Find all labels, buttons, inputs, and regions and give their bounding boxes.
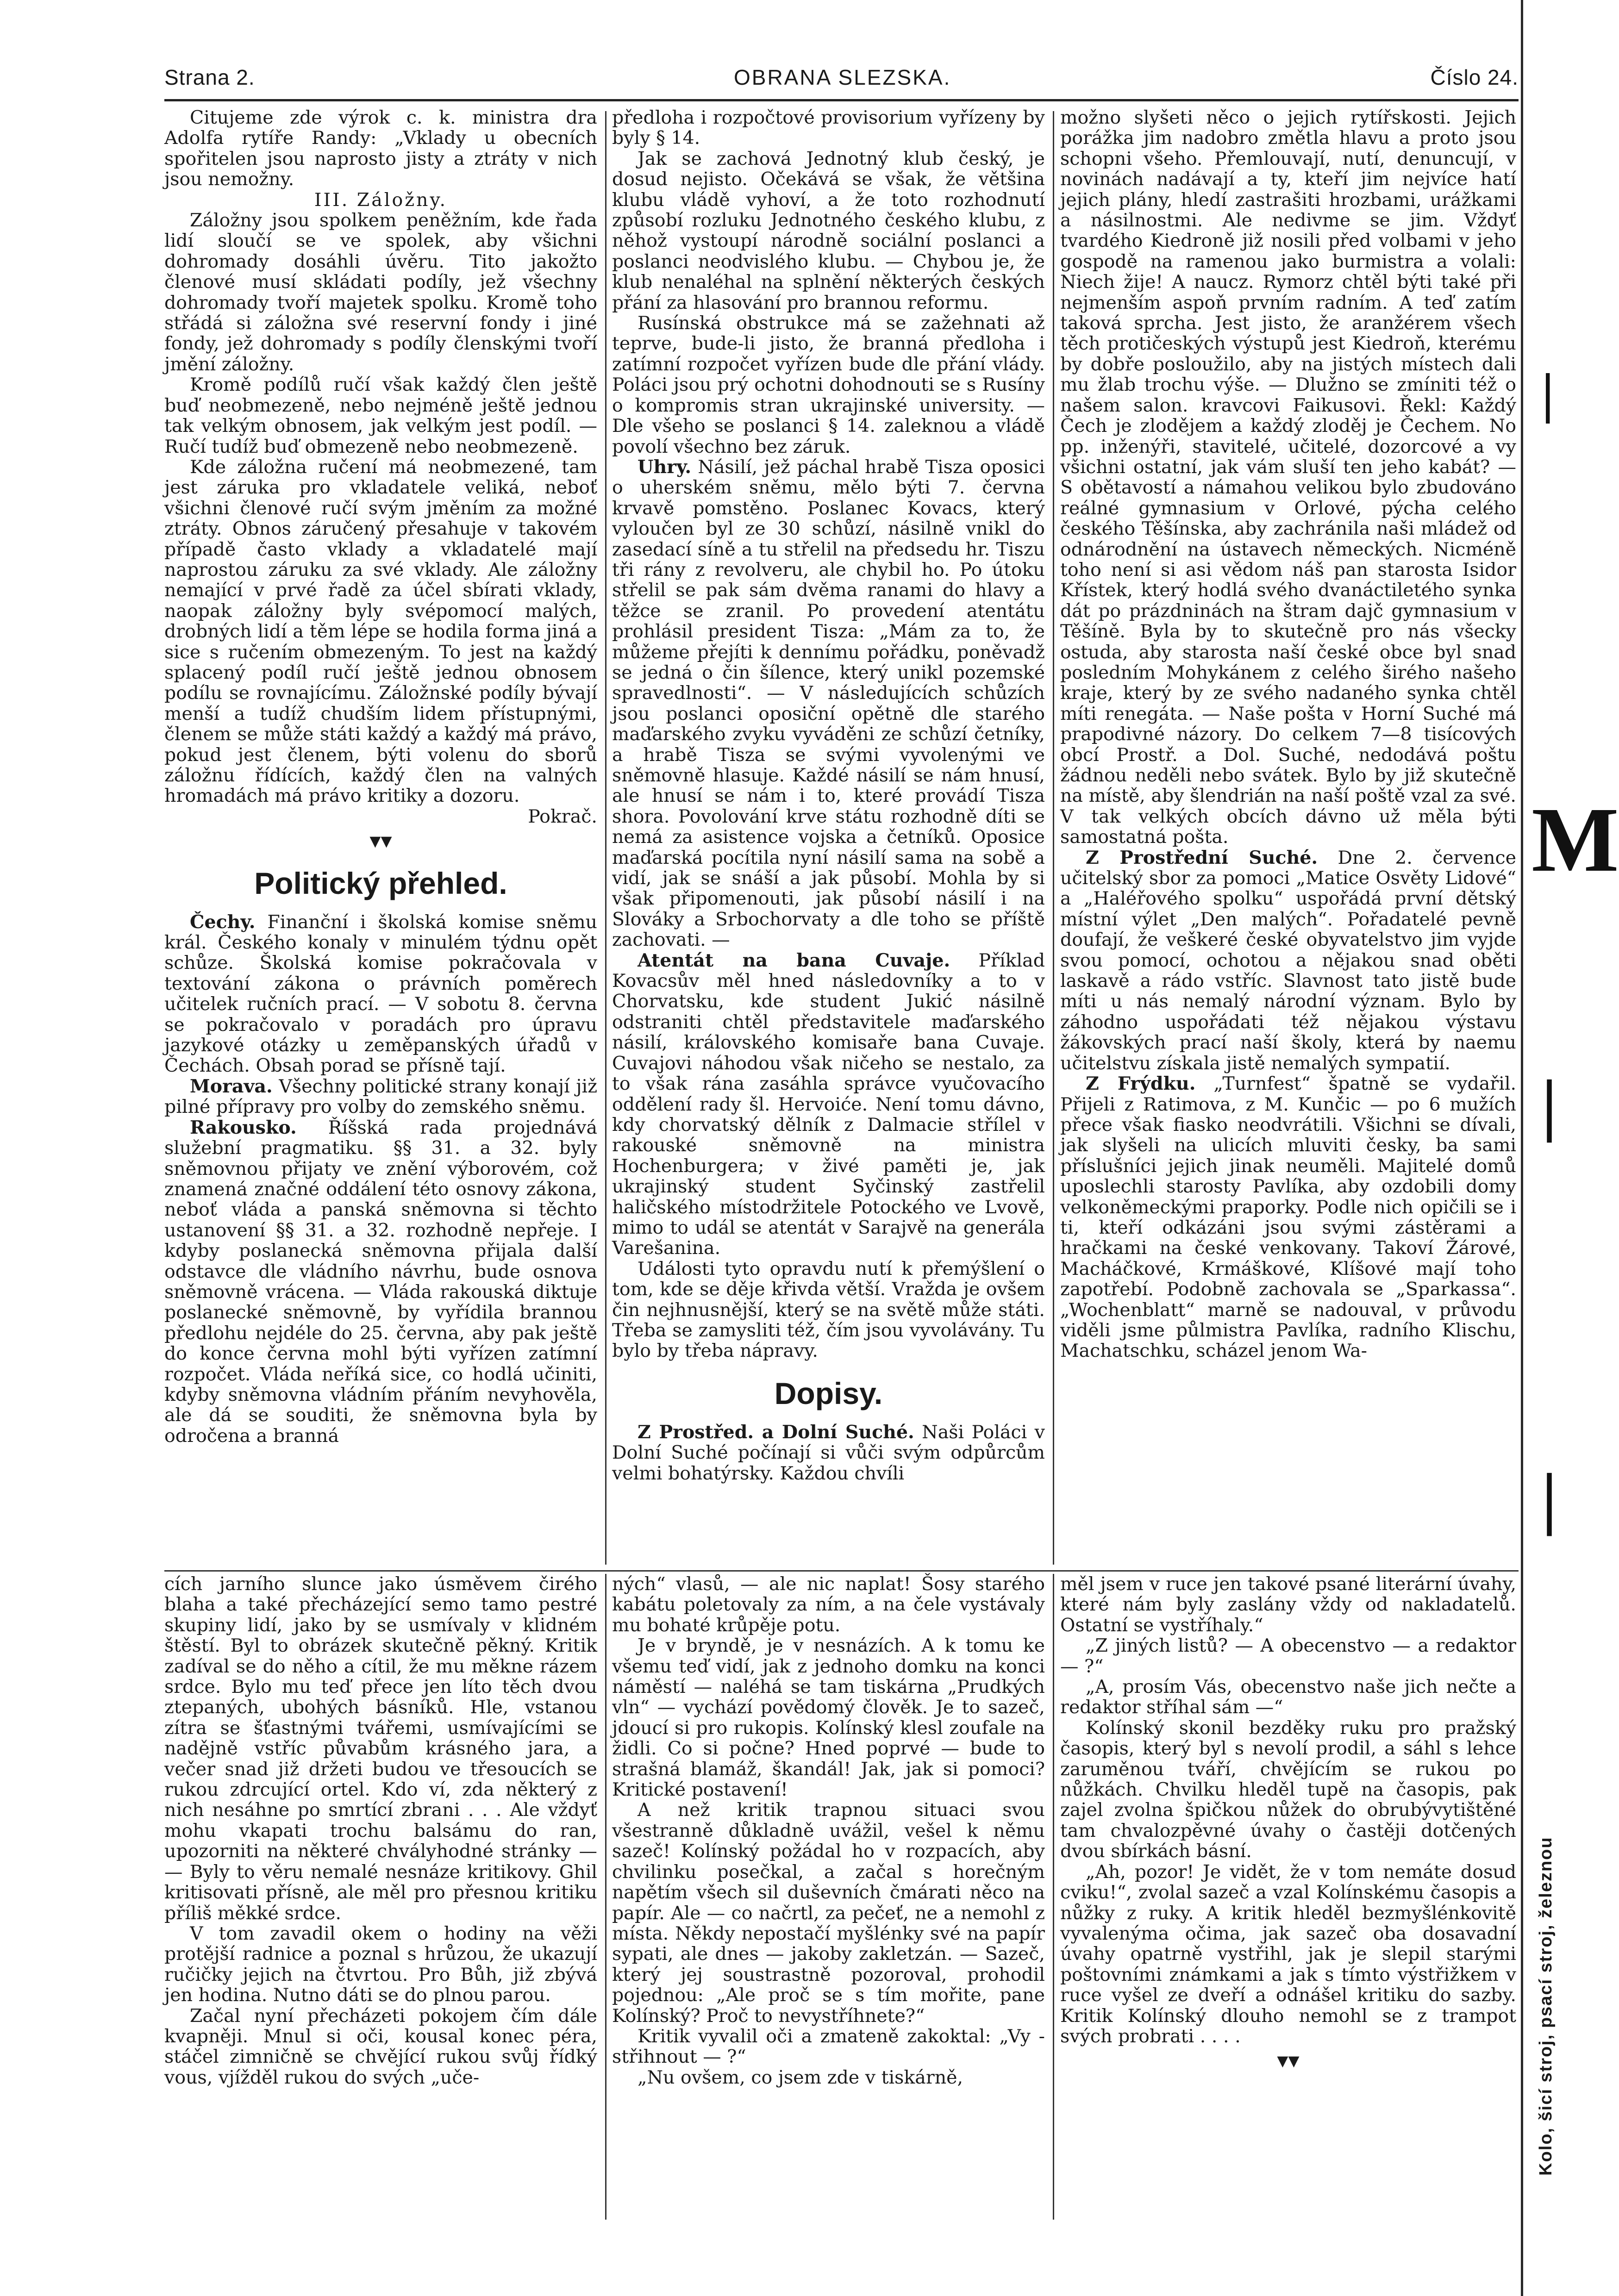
ornament: ▾▾	[369, 828, 392, 854]
column-3	[1060, 107, 1516, 1568]
article-label: Z Prostřed. a Dolní Suché.	[638, 1421, 914, 1443]
paragraph: Kolínský skonil bezděky ruku pro pražský časopis, který byl s nevolí prodil, a sáhl s lehce zaruměnou tváří, chvějícím se rukou po nůžkách. Chvilku hleděl tupě na časopis, pak zajel zvolna špičkou nůžek do obrubývytištěné tam chvalozpěvné úvahy o častěji dotčených dvou sbírkách básní.	[1060, 1717, 1516, 1862]
sidebar-fragment: |	[1542, 1066, 1557, 1143]
sidebar-fragment: |	[1542, 362, 1554, 424]
paragraph: cích jarního slunce jako úsměvem čirého blaha a také přecházející semo tamo pestré skupiny lidí, jako by se usmívaly v klidném štěstí. Byl to obrázek skutečně pěkný. Kritik zadíval se do něho a cítil, že mu měkne rázem srdce. Bylo mu teď přece jen líto těch dvou ztepaných, ubohých básníků. Hle, vstanou zítra se šťastnými tvářemi, usmívajícími se nadějně vstříc půvabům krásného jara, a večer snad již držeti budou ve třesoucích se rukou zdrcující ortel. Kdo ví, zda některý z nich nesáhne po smrtící zbrani . . . Ale vždyť mohu vkapati trochu balsámu do ran, upozorniti na některé chvályhodné stránky — — Byly to věru nemalé nesnáze kritikovy. Ghil kritisovati přísně, ale měl pro přesnou kritiku příliš měkké srdce.	[164, 1573, 597, 1924]
region-label: Čechy.	[190, 911, 256, 933]
article-label: Z Frýdku.	[1086, 1073, 1196, 1095]
paragraph: „Z jiných listů? — A obecenstvo — a redaktor — ?“	[1060, 1635, 1516, 1677]
header-rule	[164, 99, 1519, 101]
section-title-letters: Dopisy.	[774, 1376, 883, 1410]
sidebar-big-letter: M	[1531, 789, 1619, 891]
paragraph: Čechy. Finanční i školská komise sněmu král. Českého konaly v minulém týdnu opět schůze. Školská komise pokračovala v textování zákona o právních poměrech učitelek ručních prací. — V sobotu 8. června se pokračovalo v poradách pro úpravu jazykové otázky u zeměpanských úřadů v Čechách. Obsah porad se přísně tají.	[164, 911, 597, 1077]
paragraph: Záložny jsou spolkem peněžním, kde řada lidí sloučí se ve spolek, aby všichni dohromady dosáhli úvěru. Tito jakožto členové musí skládati podíly, jež všechny dohromady tvoří majetek spolku. Kromě toho střádá si záložna své reservní fondy i jiné fondy, jež dohromady s podíly členskými tvoří jmění záložny.	[164, 210, 597, 375]
paragraph: Morava. Všechny politické strany konají již pilné přípravy pro volby do zemského sněmu.	[164, 1075, 598, 1118]
subheading: III. Záložny.	[314, 189, 448, 211]
paragraph: V tom zavadil okem o hodiny na věži protější radnice a poznal s hrůzou, že ukazují ručičky jejich na čtvrtou. Pro Bůh, již zbývá jen hodina. Nutno dáti se do plnou parou.	[164, 1922, 597, 2006]
region-label: Uhry.	[638, 456, 692, 478]
sidebar-vertical-text: Kolo, šicí stroj, psací stroj, železnou	[1536, 1836, 1556, 2176]
continued-note: Pokrač.	[528, 805, 597, 827]
section-title-politics: Politický přehled.	[254, 866, 507, 900]
region-label: Rakousko.	[190, 1117, 297, 1138]
paragraph: „Ah, pozor! Je vidět, že v tom nemáte dosud cviku!“, zvolal sazeč a vzal Kolínskému časopis a nůžky z ruky. A kritik hleděl bezmyšlénkovitě vyvalenýma očima, jak sazeč oba dosavadní úvahy opatrně vystřihl, jak je slepil starými poštovními známkami a jak s tímto výstřižkem v ruce vyšel ze dveří a odnášel kritiku do sazby. Kritik Kolínský dlouho nemohl se z trampot svých probrati . . . .	[1060, 1861, 1516, 2047]
paragraph: Je v bryndě, je v nesnázích. A k tomu ke všemu teď vidí, jak z jednoho domku na konci náměstí — naléhá se tam tiskárna „Prudkých vln“ — vychází povědomý člověk. Je to sazeč, jdoucí si pro rukopis. Kolínský klesl zoufale na židli. Co si počne? Hned poprvé — bude to strašná blamáž, škandál! Jak, jak si pomoci? Kritické postavení!	[612, 1635, 1045, 1801]
feuilleton-column-3	[1060, 1574, 1516, 2222]
newspaper-title: OBRANA SLEZSKA.	[734, 65, 951, 89]
issue-number: Číslo 24.	[1430, 65, 1519, 89]
paragraph: Rakousko. Říšská rada projednává služební pragmatiku. §§ 31. a 32. byly sněmovnou přijaty ve znění výborovém, což znamená značné oddálení této osnovy zákona, neboť vláda a panská sněmovna si těchto ustanovení §§ 31. a 32. rozhodně nepřeje. I kdyby poslanecká sněmovna přijala další odstavce dle vládního návrhu, bude osnova sněmovně vrácena. — Vláda rakouská diktuje poslanecké sněmovně, by vyřídila brannou předlohu nejdéle do 25. června, aby pak ještě do konce června mohl býti vyřízen zatímní rozpočet. Vláda neříká sice, co hodlá učiniti, kdyby sněmovna vládním přáním nevyhověla, ale dá se souditi, že sněmovna byla by odročena a branná	[164, 1117, 597, 1447]
region-label: Morava.	[190, 1075, 273, 1097]
column-rule	[1053, 1574, 1054, 2220]
paragraph: ných“ vlasů, — ale nic naplat! Šosy starého kabátu poletovaly za ním, a na čele vystávaly mu bohaté krůpěje potu.	[612, 1573, 1045, 1636]
paragraph: předloha i rozpočtové provisorium vyřízeny by byly § 14.	[612, 107, 1045, 149]
paragraph: Uhry. Násilí, jež páchal hrabě Tisza oposici o uherském sněmu, mělo býti 7. června krvavě pomstěno. Poslanec Kovacs, který vyloučen byl ze 30 schůzí, násilně vnikl do zasedací síně a tu střelil na předsedu hr. Tiszu tři rány z revolveru, ale chybil ho. Po útoku střelil se pak sám dvěma ranami do hlavy a těžce se zranil. Po provedení atentátu prohlásil president Tisza: „Mám za to, že můžeme přejíti k dennímu pořádku, poněvadž se jedná o čin šílence, který unikl pozemské spravedlnosti“. — V následujících schůzích jsou poslanci oposiční opětně dle starého maďarského zvyku vyváděni ze schůzí četníky, a hrabě Tisza se svými vyvolenými ve sněmovně hlasuje. Každé násilí se nám hnusí, ale hnusí se nám i to, které provádí Tisza shora. Povolování krve státu rozhodně díti se nemá za asistence vojska a četníků. Oposice maďarská pocítila nyní násilí sama na sobě a vidí, jak se snáší a jak působí. Mohla by si však připomenouti, jak působí násilí i na Slováky a Srbochorvaty a dle toho se příště zachovati. —	[612, 456, 1045, 951]
paragraph: Atentát na bana Cuvaje. Příklad Kovacsův měl hned následovníky a to v Chorvatsku, kde student Jukić násilně odstraniti chtěl představitele maďarského násilí, královského komisaře bana Cuvaje. Cuvajovi náhodou však ničeho se nestalo, za to však rána zasáhla správce vyučovacího oddělení rady šl. Hervoiće. Není tomu dávno, kdy chorvatský dělník z Dalmacie střílel v rakouské sněmovně na ministra Hochenburgera; v živé paměti je, jak ukrajinský student Syčinský zastřelil haličského místodržitele Potockého ve Lvově, mimo to udál se atentát v Sarajvě na generála Varešanina.	[612, 949, 1045, 1259]
feuilleton-rule	[164, 1570, 1519, 1572]
ornament: ▾▾	[1277, 2047, 1300, 2074]
paragraph: Z Prostřední Suché. Dne 2. července učitelský sbor za pomoci „Matice Osvěty Lidové“ a „Haléřového spolku“ uspořádá první dětský místní výlet „Den malých“. Pořadatelé pevně doufají, že veškeré české obyvatelstvo jim vyjde svou pomocí, ochotou a nějakou snad oběti laskavě a rádo vstříc. Slavnost tato jistě bude míti u nás nemalý národní význam. Bylo by záhodno uspořádati též nějakou výstavu žákovských prací naší školy, která by naemu učitelstvu získala jistě nemalých sympatií.	[1060, 847, 1516, 1074]
paragraph: Jak se zachová Jednotný klub český, je dosud nejisto. Očekává se však, že většina klubu vládě vyhoví, a že toto rozhodnutí způsobí rozluku Jednotného českého klubu, z něhož vystoupí národně sociální poslanci a poslanci neodvislého klubu. — Chybou je, že klub nenaléhal na splnění některých českých přání za hlasování pro brannou reformu.	[612, 148, 1045, 313]
article-label: Z Prostřední Suché.	[1086, 847, 1318, 868]
column-rule	[605, 111, 606, 1565]
sidebar-fragment: |	[1542, 1460, 1557, 1536]
paragraph: „A, prosím Vás, obecenstvo naše jich nečte a redaktor stříhal sám —“	[1060, 1676, 1516, 1718]
paragraph: Kde záložna ručení má neobmezené, tam jest záruka pro vkladatele veliká, neboť všichni členové ručí svým jměním za možné ztráty. Obnos záručený přesahuje v takovém případě často vklady a vkladatelé mají naprostou záruku za své vklady. Ale záložny nemající v prvé řadě za účel sbírati vklady, naopak záložny byly svépomocí malých, drobných lidí a těm lépe se hodila forma jiná a sice s ručením obmezeným. To jest na každý splacený podíl ručí ještě jednou obnosem podílu se rovnajícímu. Záložnské podíly bývají menší a tudíž chudším lidem přístupnými, členem se může státi každý a každý má právo, pokud jest členem, býti volenu do sborů záložnu řídících, každý člen na valných hromadách má právo kritiky a dozoru.	[164, 456, 597, 807]
paragraph: Z Frýdku. „Turnfest“ špatně se vydařil. Přijeli z Ratimova, z M. Kunčic — po 6 mužích přece však fiasko neodvrátili. Všichni se dívali, jak slyšeli na ulicích mluviti česky, ba sami příslušníci jejich jinak neuměli. Majitelé domů uposlechli starosty Pavlíka, aby ozdobili domy velkoněmeckými praporky. Podle nich opičili se i ti, kteří odkázáni jsou svými zástěrami a hračkami na české venkovany. Takoví Žárové, Macháčkové, Krmáškové, Klíšové mají toho zapotřebí. Podobně zachovala se „Sparkassa“. „Wochenblatt“ marně se nadouval, v průvodu viděli jsme půlmistra Pavlíka, radního Klischu, Machatschku, scházel jenom Wa-	[1060, 1073, 1517, 1362]
article-label: Atentát na bana Cuvaje.	[638, 949, 950, 971]
feuilleton-column-1	[164, 1574, 597, 2222]
page-number: Strana 2.	[164, 65, 255, 89]
paragraph: „Nu ovšem, co jsem zde v tiskárně,	[638, 2066, 963, 2088]
feuilleton-column-2	[612, 1574, 1045, 2222]
paragraph: možno slyšeti něco o jejich rytířskosti. Jejich porážka jim nadobro změtla hlavu a proto jsou schopni všeho. Přemlouvají, nutí, denuncují, v novinách nadávají a ty, kteří jim nejvíce hatí jejich plány, hledí zastrašiti hrozbami, urážkami a násilnostmi. Ale nedivme se jim. Vždyť tvardého Kiedroně již nosili před volbami v jeho gospodě na ramenou jako burmistra a volali: Niech žije! A naucz. Rymorz chtěl býti také při nejmenším aspoň prvním radním. A teď zatím taková sprcha. Jest jisto, že aranžérem všech těch protičeských výstupů jest Kiedroň, kterému by dobře posloužilo, aby na jistých místech dali mu žlab trochu výše. — Dlužno se zmíniti též o našem salon. kravcovi Faikusovi. Řekl: Každý Čech je zlodějem a každý zloděj je Čechem. No pp. inženýři, stavitelé, učitelé, dozorcové a vy všichni ostatní, jak vám sluší ten jeho kabát? — S obětavostí a námahou velikou bylo zbudováno reálné gymnasium v Orlové, pýcha celého českého Těšínska, aby zachránila naši mládež od odnárodnění na ústavech německých. Nicméně toho není si asi vědom náš pan starosta Isidor Křístek, který hodlá svého dvanáctiletého synka dát po prázdninách na štram dajč gymnasium v Těšíně. Byla by to skutečně pro nás všecky ostuda, aby starosta naší české obce byl snad posledním Mohykánem z celého širého našeho kraje, který by ze svého nadaného synka chtěl míti renegáta. — Naše pošta v Horní Suché má prapodivné názory. Do celkem 7—8 tisícových obcí Prostř. a Dol. Suché, nedodává poštu žádnou neděli nebo svátek. Bylo by již skutečně na místě, aby šlendrián na naší poště vzal za své. V tak velkých obcích dávno už měla býti samostatná pošta.	[1060, 107, 1516, 848]
paragraph: měl jsem v ruce jen takové psané literární úvahy, které nám byly zaslány vždy od nakladatelů. Ostatní se vystříhaly.“	[1060, 1573, 1516, 1636]
paragraph: Rusínská obstrukce má se zažehnati až teprve, bude-li jisto, že branná předloha i zatímní rozpočet vyřízen bude dle přání vlády. Poláci jsou prý ochotni dohodnouti se s Rusíny o kompromis stran ukrajinské university. — Dle všeho se poslanci § 14. zaleknou a vládě povolí všechno bez záruk.	[612, 312, 1045, 457]
column-1	[164, 107, 597, 1568]
paragraph: Události tyto opravdu nutí k přemýšlení o tom, kde se děje křivda větší. Vražda je ovšem čin nejhnusnější, který se na světě může státi. Třeba se zamysliti též, čím jsou vyvolávány. Tu bylo by třeba nápravy.	[612, 1258, 1045, 1362]
page-header	[164, 65, 1519, 97]
paragraph: Kritik vyvalil oči a zmateně zakoktal: „Vy - střihnout — ?“	[612, 2025, 1045, 2068]
column-2	[612, 107, 1045, 1568]
paragraph: A než kritik trapnou situaci svou všestranně důkladně uvážil, vešel k němu sazeč! Kolínský požádal ho v rozpacích, aby chvilinku posečkal, a začal s horečným napětím všech sil duševních čmárati něco na papír. Ale — co načrtl, za pečeť, ne a nemohl z místa. Někdy nepostačí myšlénky své na papír sypati, ale dnes — jakoby zakletzán. — Sazeč, který jej soustrastně pozoroval, prohodil pojednou: „Ale proč se s tím mořite, pane Kolínský? Proč to nevystříhnete?“	[612, 1799, 1045, 2027]
column-rule	[1053, 111, 1054, 1565]
paragraph: Kromě podílů ručí však každý člen ještě buď neobmezeně, nebo nejméně ještě jednou tak velkým obnosem, jak velkým jest podíl. — Ručí tudíž buď obmezeně nebo neobmezeně.	[164, 374, 597, 457]
column-rule	[605, 1574, 606, 2220]
paragraph: Začal nyní přecházeti pokojem čím dále kvapněji. Mnul si oči, kousal konec péra, stáčel zimničně se chvějící rukou svůj řídký vous, vjížděl rukou do svých „uče-	[164, 2005, 597, 2088]
paragraph: Z Prostřed. a Dolní Suché. Naši Poláci v Dolní Suché počínají si vůči svým odpůrcům velmi bohatýrsky. Každou chvíli	[612, 1421, 1045, 1484]
paragraph: Citujeme zde výrok c. k. ministra dra Adolfa rytíře Randy: „Vklady u obecních spořitelen jsou naprosto jisty a ztráty v nich jsou nemožny.	[164, 107, 597, 190]
